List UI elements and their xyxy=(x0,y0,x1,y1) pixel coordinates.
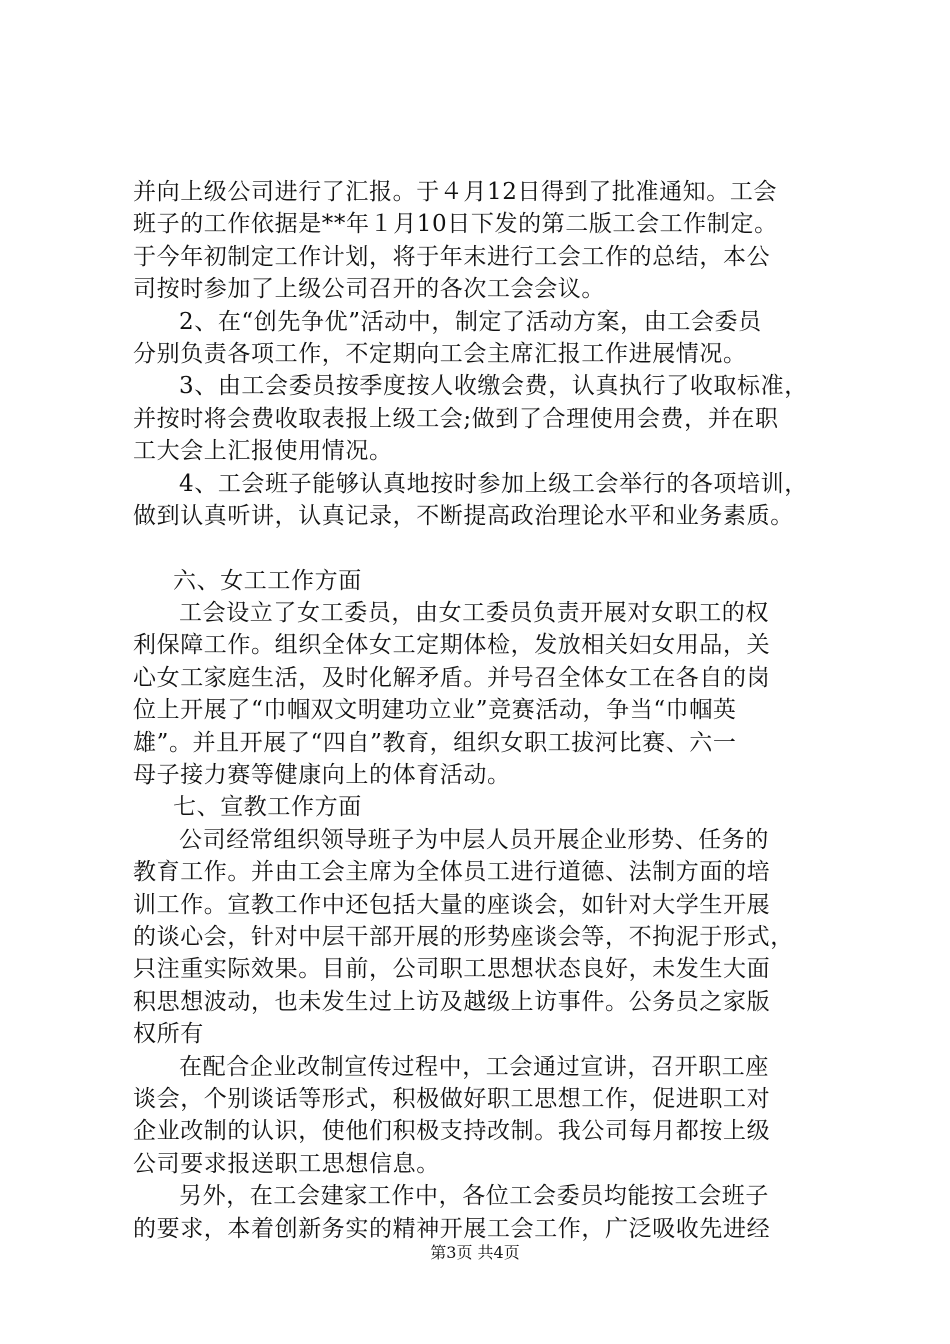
text-line: 只注重实际效果。目前，公司职工思想状态良好，未发生大面 xyxy=(133,956,771,983)
section-heading: 六、女工工作方面 xyxy=(173,567,362,594)
paragraph-item-2 xyxy=(133,306,833,371)
text-line: 积思想波动，也未发生过上访及越级上访事件。公务员之家版 xyxy=(133,988,771,1015)
section-heading: 七、宣教工作方面 xyxy=(173,794,362,821)
section-heading-publicity-education xyxy=(133,791,833,823)
text-line: 母子接力赛等健康向上的体育活动。 xyxy=(133,762,511,789)
text-line: 并向上级公司进行了汇报。于４月12日得到了批准通知。工会 xyxy=(133,179,778,205)
text-line: 心女工家庭生活，及时化解矛盾。并号召全体女工在各自的岗 xyxy=(133,664,771,691)
text-line: 的谈心会，针对中层干部开展的形势座谈会等，不拘泥于形式， xyxy=(133,923,794,950)
paragraph-spacer xyxy=(133,532,833,564)
paragraph-women-work xyxy=(133,597,833,791)
text-line: 雄”。并且开展了“四自”教育，组织女职工拔河比赛、六一 xyxy=(133,729,737,756)
text-line: 2、在“创先争优”活动中，制定了活动方案，由工会委员 xyxy=(179,308,762,335)
text-line: 公司要求报送职工思想信息。 xyxy=(133,1150,440,1177)
text-line: 做到认真听讲，认真记录，不断提高政治理论水平和业务素质。 xyxy=(133,502,794,529)
text-line: 4、工会班子能够认真地按时参加上级工会举行的各项培训， xyxy=(179,470,808,497)
text-line: 工会设立了女工委员，由女工委员负责开展对女职工的权 xyxy=(179,600,769,627)
text-line: 司按时参加了上级公司召开的各次工会会议。 xyxy=(133,276,605,303)
text-line: 在配合企业改制宣传过程中，工会通过宣讲，召开职工座 xyxy=(179,1053,769,1080)
text-line: 并按时将会费收取表报上级工会;做到了合理使用会费，并在职 xyxy=(133,405,779,432)
page-footer: 第3页 共4页 xyxy=(430,1243,520,1262)
text-line: 班子的工作依据是**年１月10日下发的第二版工会工作制定。 xyxy=(133,211,778,238)
paragraph-report-continuation xyxy=(133,176,833,306)
text-line: 的要求，本着创新务实的精神开展工会工作，广泛吸收先进经 xyxy=(133,1215,771,1242)
text-line: 训工作。宣教工作中还包括大量的座谈会，如针对大学生开展 xyxy=(133,891,771,918)
paragraph-home-building xyxy=(133,1180,833,1245)
section-heading-women-work xyxy=(133,565,833,597)
text-line: 教育工作。并由工会主席为全体员工进行道德、法制方面的培 xyxy=(133,859,771,886)
text-line: 分别负责各项工作，不定期向工会主席汇报工作进展情况。 xyxy=(133,340,747,367)
paragraph-item-4 xyxy=(133,468,833,533)
text-line: 企业改制的认识，使他们积极支持改制。我公司每月都按上级 xyxy=(133,1118,771,1145)
text-line: 谈会，个别谈话等形式，积极做好职工思想工作，促进职工对 xyxy=(133,1085,771,1112)
text-line: 位上开展了“巾帼双文明建功立业”竞赛活动，争当“巾帼英 xyxy=(133,697,737,724)
body-text xyxy=(133,176,833,1245)
text-line: 另外，在工会建家工作中，各位工会委员均能按工会班子 xyxy=(179,1183,769,1210)
text-line: 利保障工作。组织全体女工定期体检，发放相关妇女用品，关 xyxy=(133,632,771,659)
text-line: 工大会上汇报使用情况。 xyxy=(133,438,393,465)
paragraph-publicity-education xyxy=(133,824,833,1051)
text-line: 权所有 xyxy=(133,1021,204,1048)
paragraph-reform-publicity xyxy=(133,1051,833,1181)
text-line: 公司经常组织领导班子为中层人员开展企业形势、任务的 xyxy=(179,826,769,853)
paragraph-item-3 xyxy=(133,370,833,467)
text-line: 于今年初制定工作计划，将于年末进行工会工作的总结，本公 xyxy=(133,243,771,270)
text-line: 3、由工会委员按季度按人收缴会费，认真执行了收取标准， xyxy=(179,373,808,400)
